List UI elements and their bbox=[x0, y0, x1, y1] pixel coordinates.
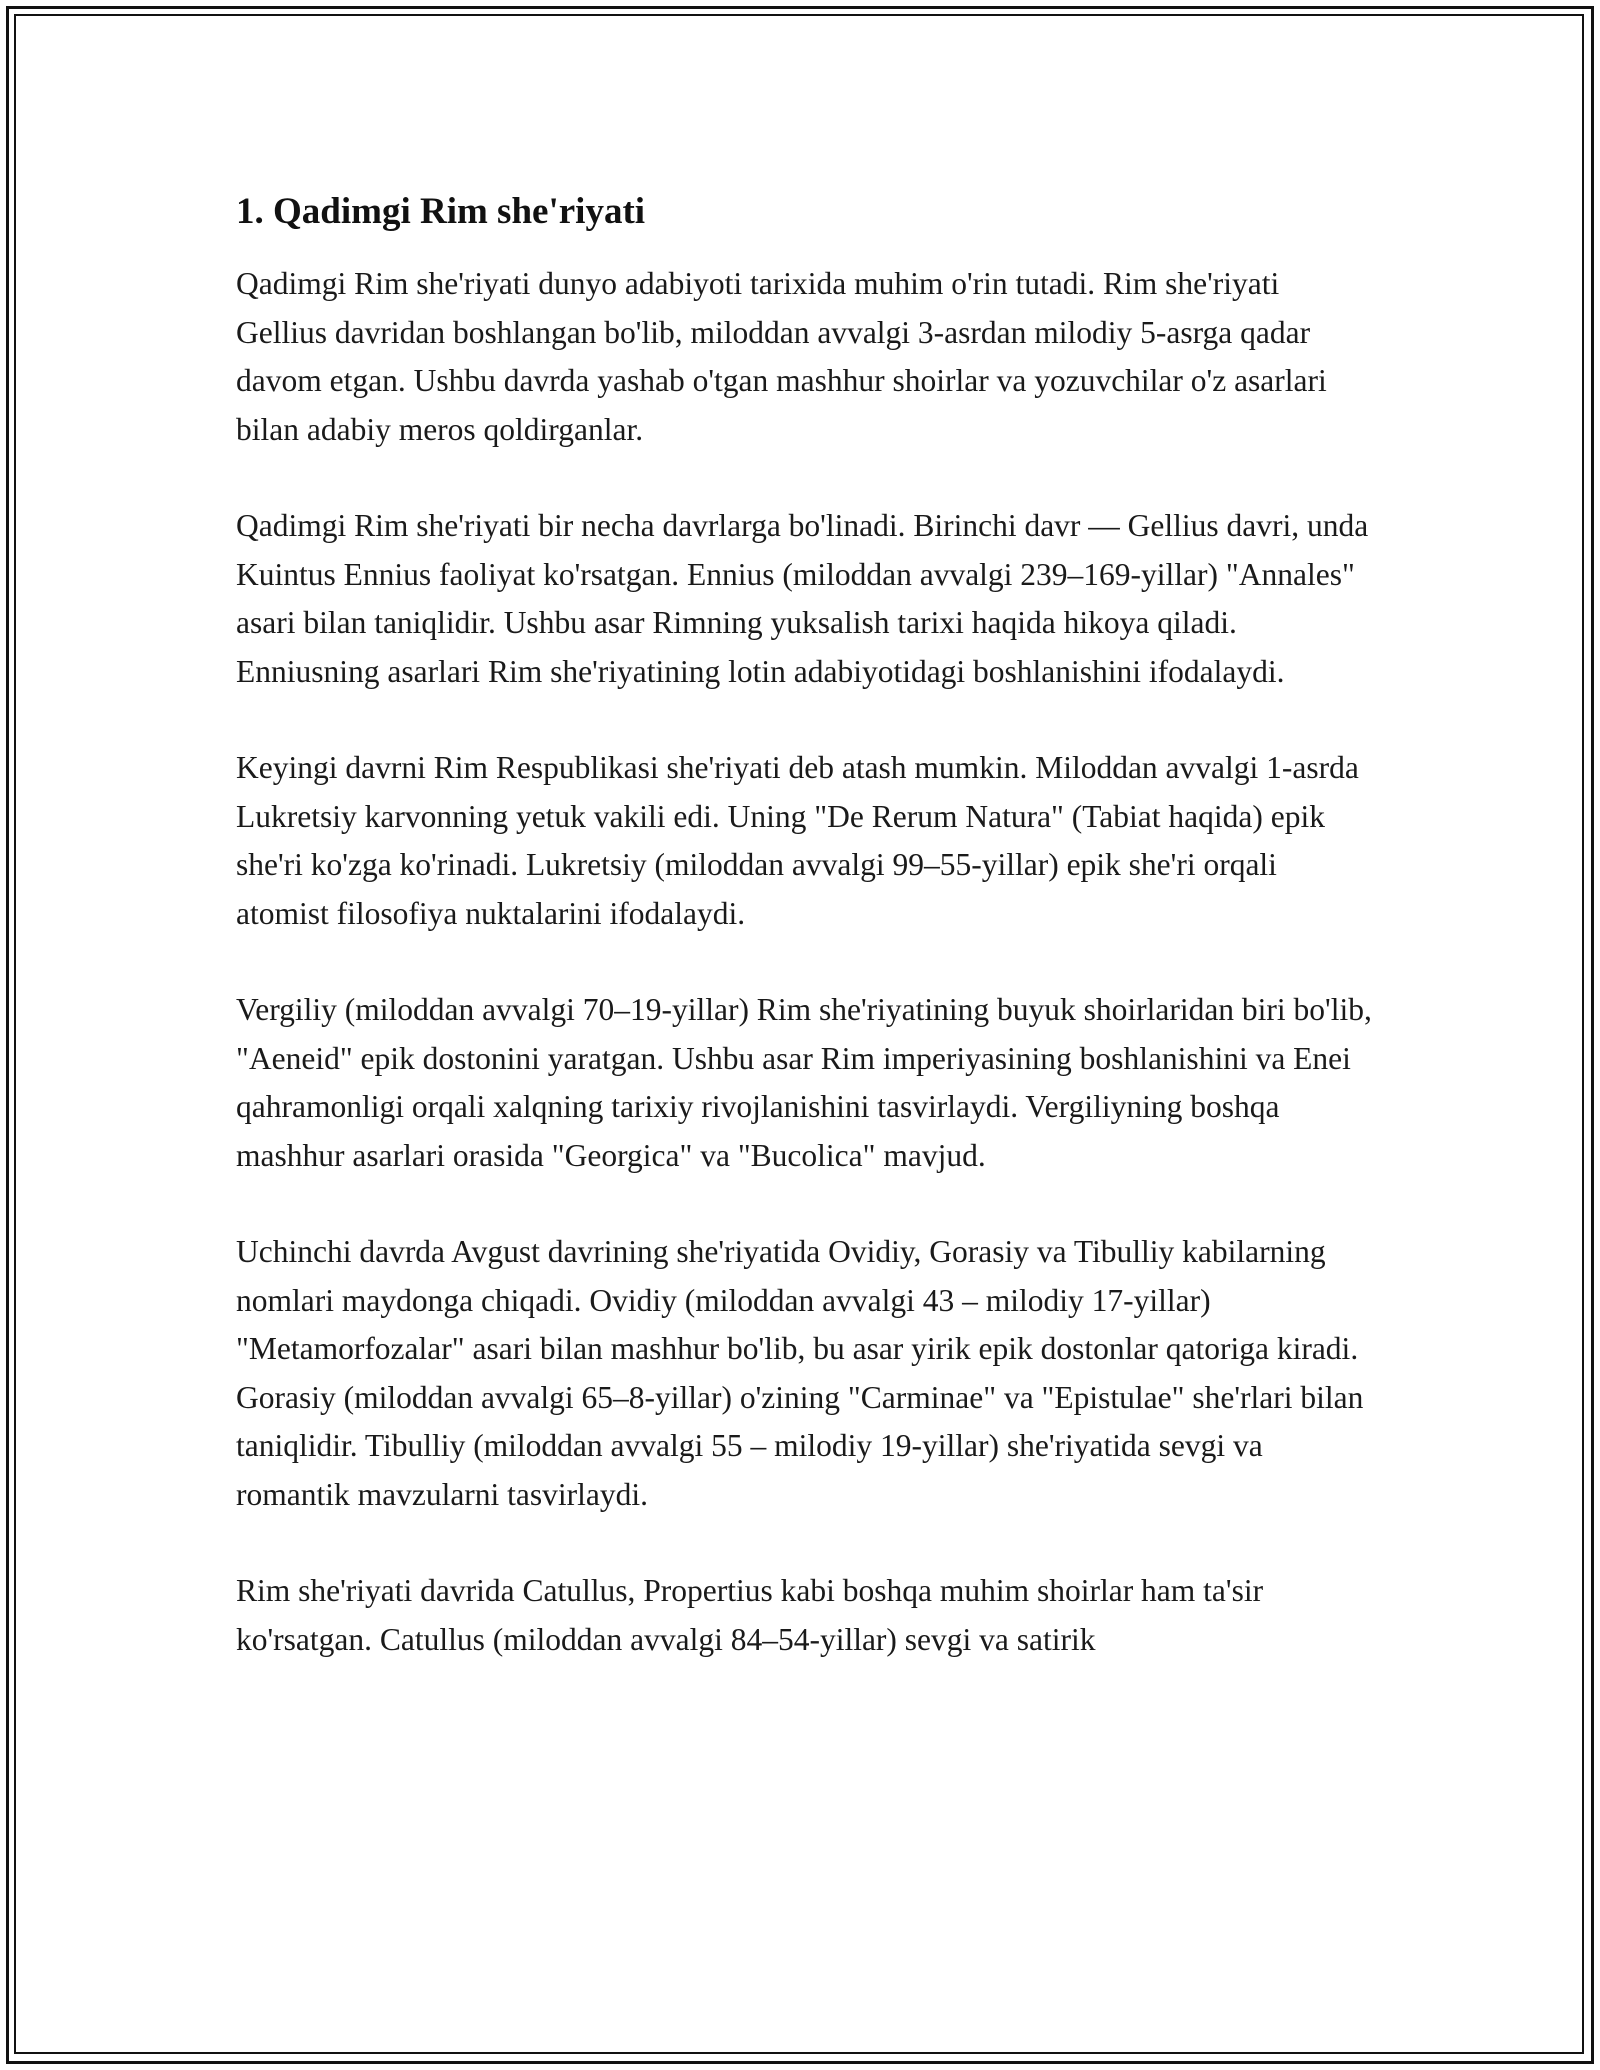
paragraph-republic: Keyingi davrni Rim Respublikasi she'riyati deb atash mumkin. Miloddan avvalgi 1-asrda Lukretsiy karvonning yetuk vakili edi. Uning "De Rerum Natura" (Tabiat haqida) epik she'ri ko'zga ko'rinadi. Lukretsiy (miloddan avvalgi 99–55-yillar) epik she'ri orqali atomist filosofiya nuktalarini ifodalaydi. bbox=[236, 750, 1359, 931]
paragraph-catullus: Rim she'riyati davrida Catullus, Propertius kabi boshqa muhim shoirlar ham ta'sir ko'rsatgan. Catullus (miloddan avvalgi 84–54-yillar) sevgi va satirik bbox=[236, 1573, 1264, 1657]
paragraph-periods: Qadimgi Rim she'riyati bir necha davrlarga bo'linadi. Birinchi davr — Gellius davri, unda Kuintus Ennius faoliyat ko'rsatgan. Ennius (miloddan avvalgi 239–169-yillar) "Annales" asari bilan taniqlidir. Ushbu asar Rimning yuksalish tarixi haqida hikoya qiladi. Enniusning asarlari Rim she'riyatining lotin adabiyotidagi boshlanishini ifodalaydi. bbox=[236, 508, 1369, 689]
paragraph-augustan: Uchinchi davrda Avgust davrining she'riyatida Ovidiy, Gorasiy va Tibulliy kabilarning nomlari maydonga chiqadi. Ovidiy (miloddan avvalgi 43 – milodiy 17-yillar) "Metamorfozalar" asari bilan mashhur bo'lib, bu asar yirik epik dostonlar qatoriga kiradi. Gorasiy (miloddan avvalgi 65–8-yillar) o'zining "Carminae" va "Epistulae" she'rlari bilan taniqlidir. Tibulliy (miloddan avvalgi 55 – milodiy 19-yillar) she'riyatida sevgi va romantik mavzularni tasvirlaydi. bbox=[236, 1234, 1364, 1512]
document-body bbox=[236, 186, 1376, 1712]
paragraph-vergil: Vergiliy (miloddan avvalgi 70–19-yillar) Rim she'riyatining buyuk shoirlaridan biri bo'lib, "Aeneid" epik dostonini yaratgan. Ushbu asar Rim imperiyasining boshlanishini va Enei qahramonligi orqali xalqning tarixiy rivojlanishini tasvirlaydi. Vergiliyning boshqa mashhur asarlari orasida "Georgica" va "Bucolica" mavjud. bbox=[236, 992, 1372, 1173]
section-heading: 1. Qadimgi Rim she'riyati bbox=[236, 191, 646, 232]
paragraph-intro: Qadimgi Rim she'riyati dunyo adabiyoti tarixida muhim o'rin tutadi. Rim she'riyati Gellius davridan boshlangan bo'lib, miloddan avvalgi 3-asrdan milodiy 5-asrga qadar davom etgan. Ushbu davrda yashab o'tgan mashhur shoirlar va yozuvchilar o'z asarlari bilan adabiy meros qoldirganlar. bbox=[236, 266, 1327, 447]
